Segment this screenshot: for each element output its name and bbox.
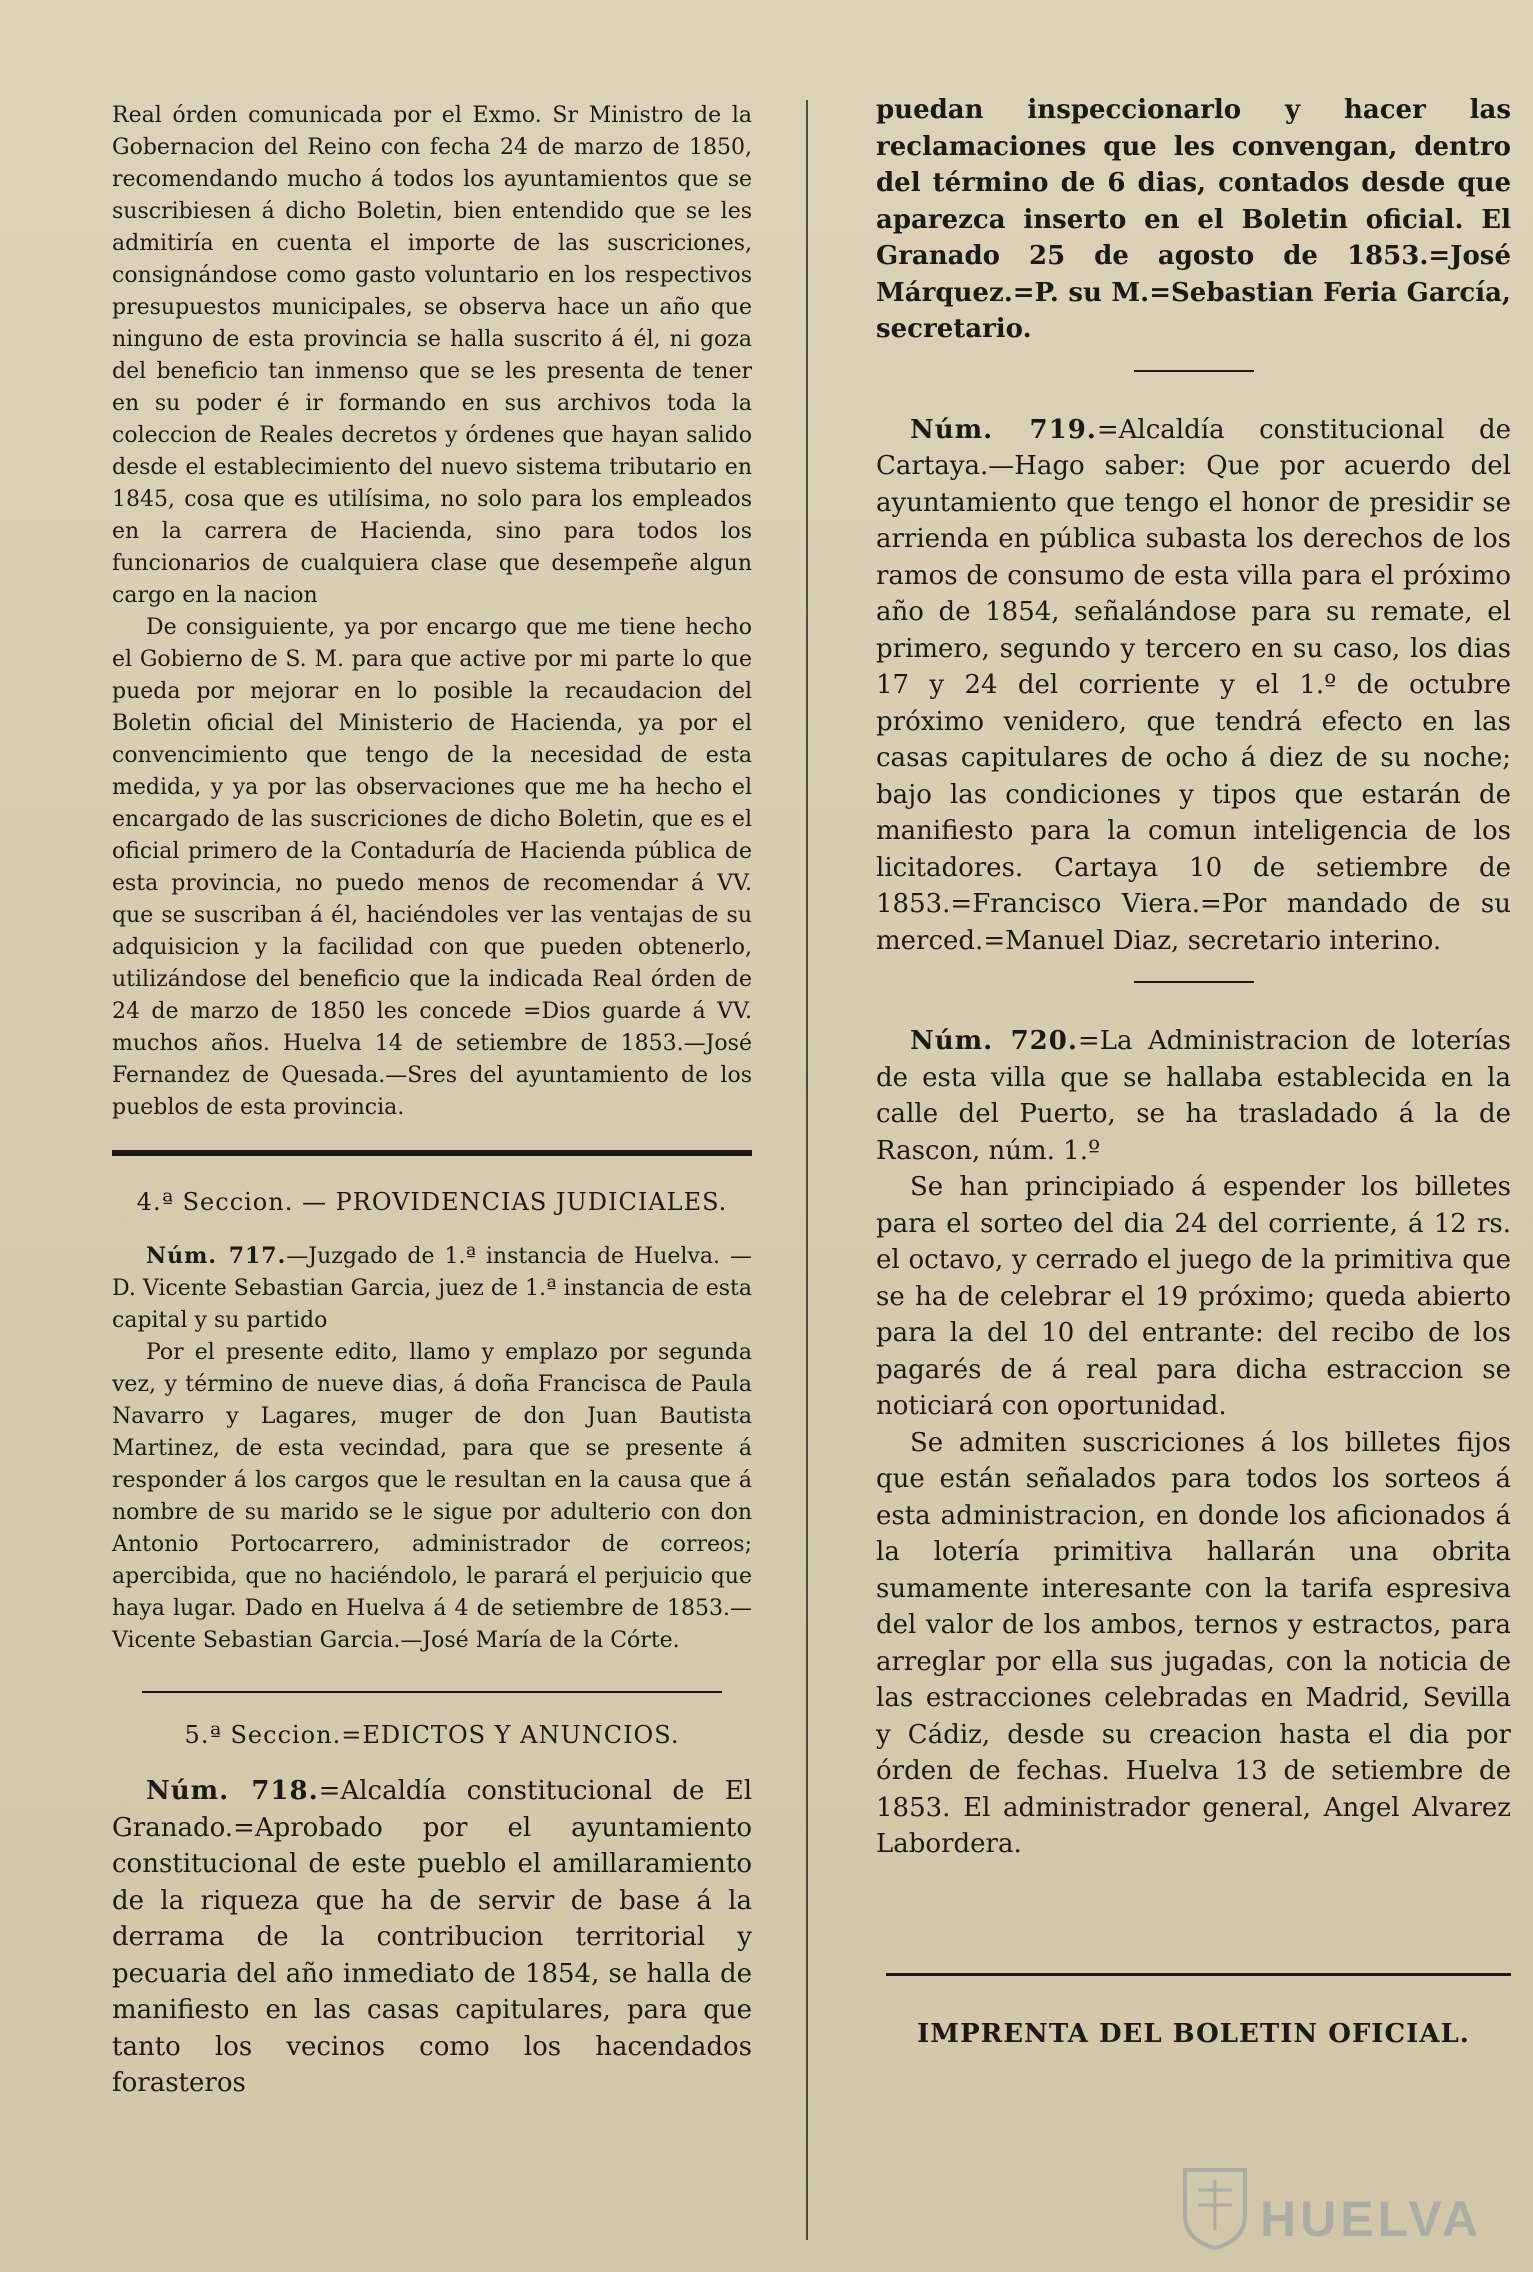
- notice-separator: [1134, 981, 1254, 983]
- notice-717-court: —Juzgado de 1.ª instancia de Huelva. —D. Vicente Sebastian Garcia, juez de 1.ª instancia de esta capital y su partido: [112, 1244, 752, 1333]
- notice-720-intro: [876, 1023, 1511, 1169]
- notice-719-body: =Alcaldía constitucional de Cartaya.—Hago saber: Que por acuerdo del ayuntamiento que tengo el honor de presidir se arrienda en pública subasta los derechos de los ramos de consumo de esta villa para el próximo año de 1854, señalándose para su remate, el primero, segundo y tercero en su caso, los dias 17 y 24 del corriente y el 1.º de octubre próximo venidero, que tendrá efecto en las casas capitulares de ocho á diez de su noche; bajo las condiciones y tipos que estarán de manifiesto para la comun inteligencia de los licitadores. Cartaya 10 de setiembre de 1853.=Francisco Viera.=Por mandado de su merced.=Manuel Diaz, secretario interino.: [876, 414, 1511, 956]
- notice-719-number: Núm. 719.: [910, 414, 1097, 445]
- archive-watermark: [1180, 2150, 1520, 2260]
- notice-719: [876, 412, 1511, 960]
- section-divider: [112, 1150, 752, 1156]
- left-column: [112, 100, 752, 2102]
- notice-718: [112, 1773, 752, 2102]
- notice-separator: [1134, 370, 1254, 372]
- notice-720-relocation: =La Administracion de loterías de esta villa que se hallaba establecida en la calle del Puerto, se ha trasladado á la de Rascon, núm. 1.º: [876, 1026, 1511, 1166]
- watermark-text: HUELVA: [1260, 2191, 1483, 2247]
- notice-717-body: Por el presente edito, llamo y emplazo por segunda vez, y término de nueve dias, á doña Francisca de Paula Navarro y Lagares, muger de don Juan Bautista Martinez, de esta vecindad, para que se presente á responder á los cargos que le resultan en la causa que á nombre de su marido se le sigue por adulterio con don Antonio Portocarrero, administrador de correos; apercibida, que no haciéndolo, le parará el perjuicio que haya lugar. Dado en Huelva á 4 de setiembre de 1853.—Vicente Sebastian Garcia.—José María de la Córte.: [112, 1340, 752, 1653]
- notice-718-body: =Alcaldía constitucional de El Granado.=Aprobado por el ayuntamiento constitucional de este pueblo el amillaramiento de la riqueza que ha de servir de base á la derrama de la contribucion territorial y pecuaria del año inmediato de 1854, se halla de manifiesto en las casas capitulares, para que tanto los vecinos como los hacendados forasteros: [112, 1776, 753, 2098]
- notice-718-continuation: puedan inspeccionarlo y hacer las reclamaciones que les convengan, dentro del término de 6 dias, contados desde que aparezca inserto en el Boletin oficial. El Granado 25 de agosto de 1853.=José Márquez.=P. su M.=Sebastian Feria García, secretario.: [876, 95, 1511, 344]
- column-rule: [806, 100, 808, 2240]
- right-column: [876, 92, 1511, 2052]
- section-5-heading: 5.ª Seccion.=EDICTOS Y ANUNCIOS.: [184, 1721, 680, 1749]
- section-4-heading: 4.ª Seccion. — PROVIDENCIAS JUDICIALES.: [136, 1188, 728, 1216]
- printer-imprint: IMPRENTA DEL BOLETIN OFICIAL.: [917, 2018, 1470, 2049]
- notice-720-tickets: Se han principiado á espender los billetes para el sorteo del dia 24 del corriente, á 12 rs. el octavo, y cerrado el juego de la primitiva que se ha de celebrar el 19 próximo; queda abierto para la del 10 del entrante: del recibo de los pagarés de á real para dicha estraccion se noticiará con oportunidad.: [876, 1172, 1511, 1421]
- section-divider-thin: [142, 1691, 722, 1693]
- circular-paragraph-2: De consiguiente, ya por encargo que me tiene hecho el Gobierno de S. M. para que active por mi parte lo que pueda por mejorar en lo posible la recaudacion del Boletin oficial del Ministerio de Hacienda, ya por el convencimiento que tengo de la necesidad de esta medida, y ya por las observaciones que me ha hecho el encargado de las suscriciones de dicho Boletin, que es el oficial primero de la Contaduría de Hacienda pública de esta provincia, no puedo menos de recomendar á VV. que se suscriban á él, haciéndoles ver las ventajas de su adquisicion y la facilidad con que pueden obtenerlo, utilizándose del beneficio que la indicada Real órden de 24 de marzo de 1850 les concede =Dios guarde á VV. muchos años. Huelva 14 de setiembre de 1853.—José Fernandez de Quesada.—Sres del ayuntamiento de los pueblos de esta provincia.: [112, 615, 752, 1120]
- notice-717-header: [112, 1240, 752, 1337]
- notice-717-number: Núm. 717.: [146, 1243, 287, 1269]
- crest-icon: [1180, 2160, 1250, 2250]
- closing-rule: [886, 1973, 1511, 1976]
- notice-720-subscriptions: Se admiten suscriciones á los billetes fijos que están señalados para todos los sorteos á esta administracion, en donde los aficionados á la lotería primitiva hallarán una obrita sumamente interesante con la tarifa espresiva del valor de los ambos, ternos y estractos, para arreglar por ella sus jugadas, con la noticia de las estracciones celebradas en Madrid, Sevilla y Cádiz, desde su creacion hasta el dia por órden de fechas. Huelva 13 de setiembre de 1853. El administrador general, Angel Alvarez Labordera.: [876, 1427, 1511, 1859]
- circular-paragraph-1: Real órden comunicada por el Exmo. Sr Ministro de la Gobernacion del Reino con fecha 24 de marzo de 1850, recomendando mucho á todos los ayuntamientos que se suscribiesen á dicho Boletin, bien entendido que se les admitiría en cuenta el importe de las suscriciones, consignándose como gasto voluntario en los respectivos presupuestos municipales, se observa hace un año que ninguno de esta provincia se halla suscrito á él, ni goza del beneficio tan inmenso que se les presenta de tener en su poder é ir formando en sus archivos toda la coleccion de Reales decretos y órdenes que hayan salido desde el establecimiento del nuevo sistema tributario en 1845, cosa que es utilísima, no solo para los empleados en la carrera de Hacienda, sino para todos los funcionarios de cualquiera clase que desempeñe algun cargo en la nacion: [112, 103, 752, 608]
- notice-718-number: Núm. 718.: [146, 1776, 319, 1806]
- notice-720-number: Núm. 720.: [910, 1026, 1078, 1056]
